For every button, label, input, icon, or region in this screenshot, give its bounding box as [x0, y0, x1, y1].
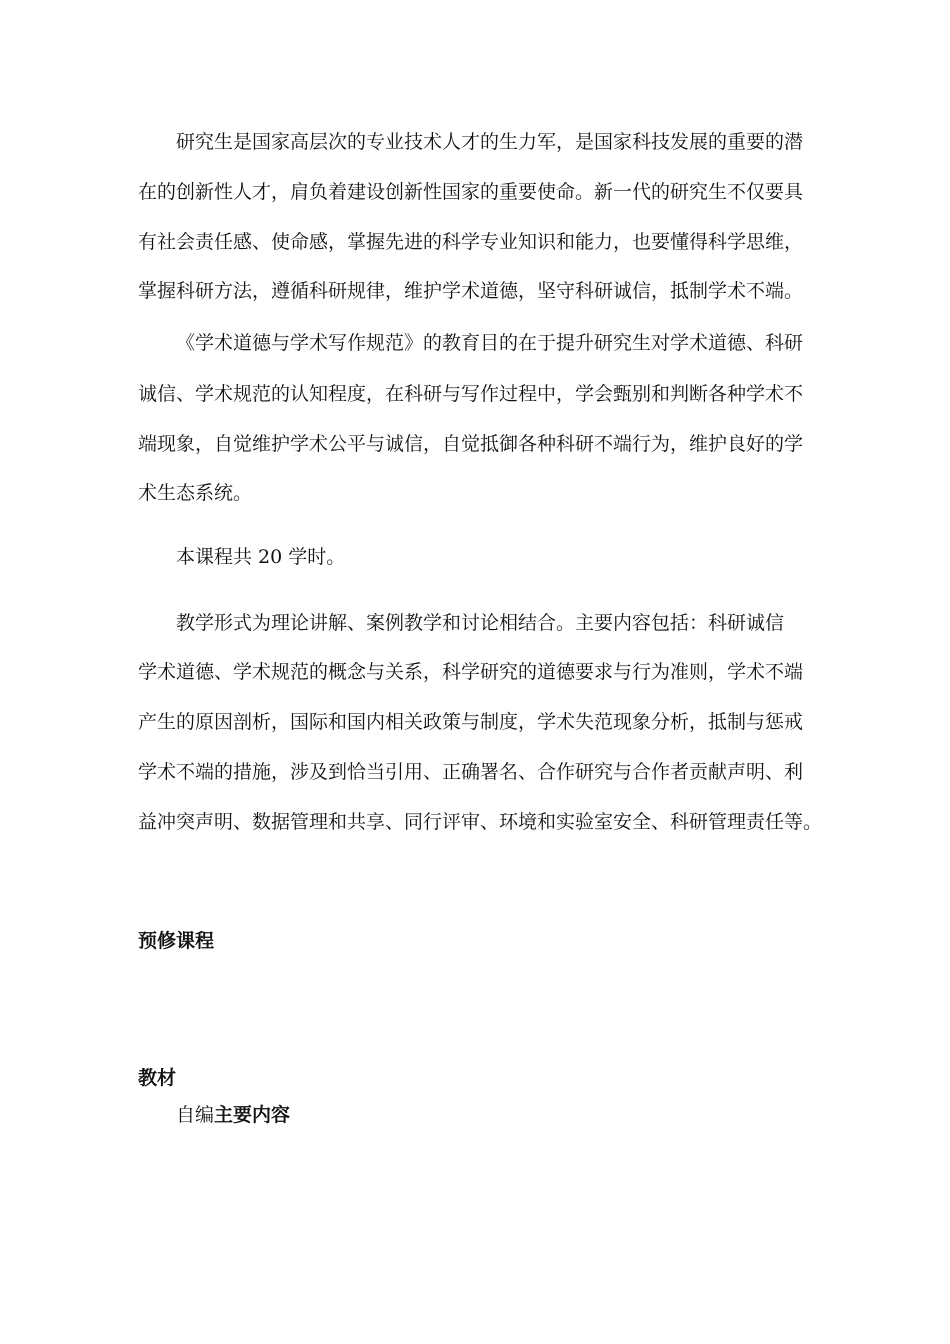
- paragraph-1-line-1: 研究生是国家高层次的专业技术人才的生力军，是国家科技发展的重要的潜: [176, 131, 804, 153]
- paragraph-4-line-2: 学术道德、学术规范的概念与关系，科学研究的道德要求与行为准则，学术不端: [138, 661, 804, 683]
- paragraph-4-line-3: 产生的原因剖析，国际和国内相关政策与制度，学术失范现象分析，抵制与惩戒: [138, 711, 804, 733]
- paragraph-1-line-2: 在的创新性人才，肩负着建设创新性国家的重要使命。新一代的研究生不仅要具: [138, 181, 804, 203]
- paragraph-1-line-3: 有社会责任感、使命感，掌握先进的科学专业知识和能力，也要懂得科学思维，: [138, 231, 804, 253]
- paragraph-1-line-4: 掌握科研方法，遵循科研规律，维护学术道德，坚守科研诚信，抵制学术不端。: [138, 280, 804, 302]
- paragraph-3-line-1: 本课程共 20 学时。: [176, 546, 346, 568]
- textbook-line: [176, 1103, 290, 1127]
- paragraph-4-line-4: 学术不端的措施，涉及到恰当引用、正确署名、合作研究与合作者贡献声明、利: [138, 761, 804, 783]
- main-content-heading: 主要内容: [214, 1104, 291, 1126]
- paragraph-2-line-3: 端现象，自觉维护学术公平与诚信，自觉抵御各种科研不端行为，维护良好的学: [138, 433, 804, 455]
- textbook-heading: 教材: [138, 1067, 177, 1089]
- paragraph-4-line-1: 教学形式为理论讲解、案例教学和讨论相结合。主要内容包括：科研诚信: [176, 612, 785, 634]
- paragraph-2-line-4: 术生态系统。: [138, 482, 253, 504]
- paragraph-2-line-2: 诚信、学术规范的认知程度，在科研与写作过程中，学会甄别和判断各种学术不: [138, 383, 804, 405]
- prerequisite-heading: 预修课程: [138, 930, 215, 952]
- paragraph-4-line-5: 益冲突声明、数据管理和共享、同行评审、环境和实验室安全、科研管理责任等。: [138, 811, 823, 833]
- textbook-value: 自编: [176, 1104, 215, 1126]
- paragraph-2-line-1: 《学术道德与学术写作规范》的教育目的在于提升研究生对学术道德、科研: [176, 332, 804, 354]
